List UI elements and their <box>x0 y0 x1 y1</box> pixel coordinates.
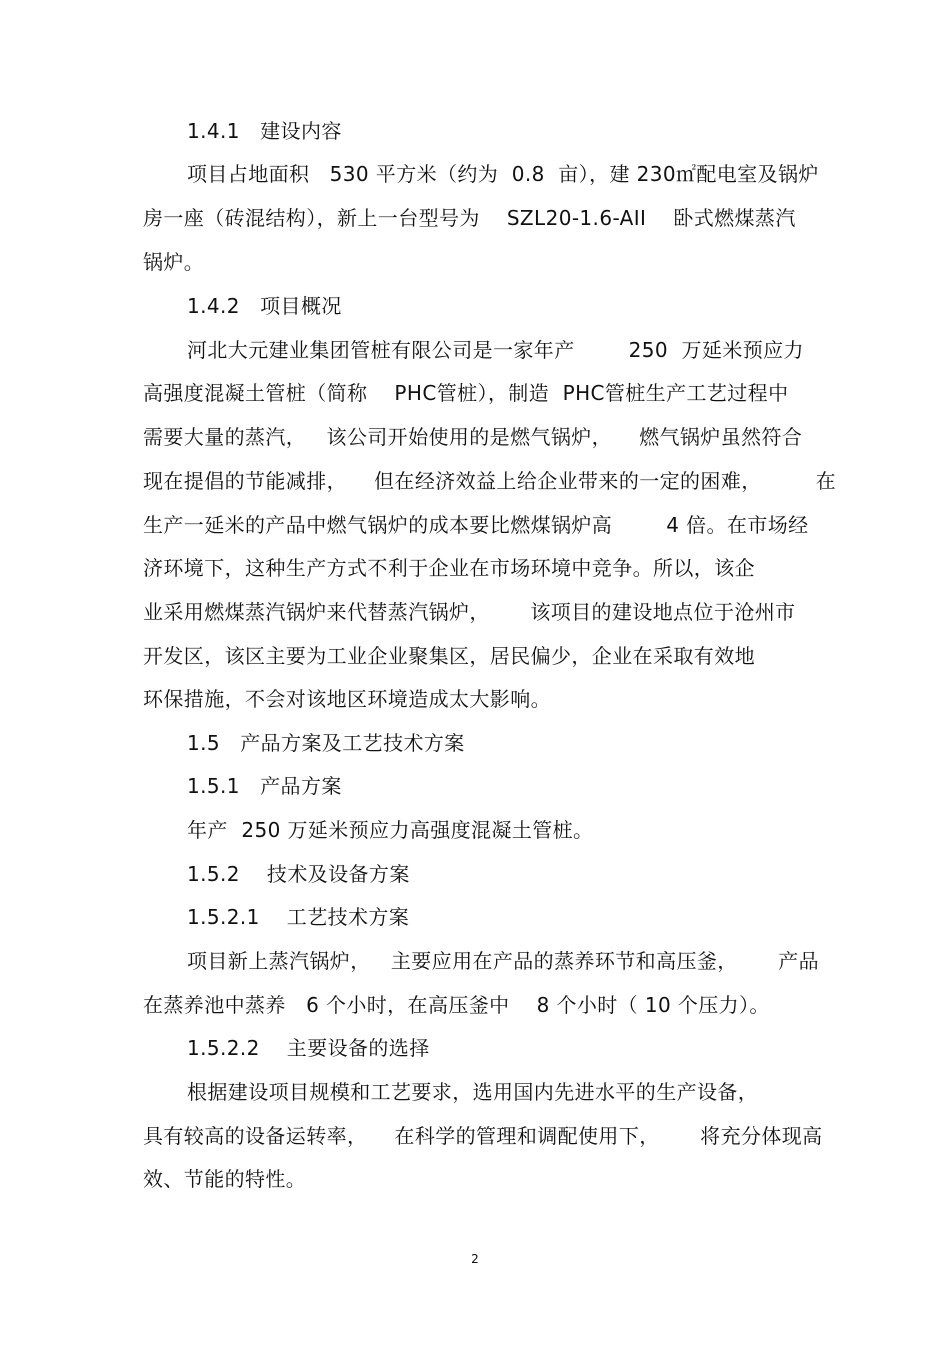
paragraph-line: 开发区，该区主要为工业企业聚集区，居民偏少，企业在采取有效地 <box>143 644 755 668</box>
heading-1-5-2-1: 1.5.2.1 工艺技术方案 <box>187 905 410 929</box>
paragraph-line: 现在提倡的节能减排， 但在经济效益上给企业带来的一定的困难， 在 <box>143 469 837 493</box>
paragraph-line: 年产 250 万延米预应力高强度混凝土管桩。 <box>187 818 594 842</box>
paragraph-line: 环保措施，不会对该地区环境造成太大影响。 <box>143 687 551 711</box>
heading-1-4-2: 1.4.2 项目概况 <box>187 294 342 318</box>
paragraph-line: 项目占地面积 530 平方米（约为 0.8 亩），建 230㎡配电室及锅炉 <box>187 162 819 186</box>
paragraph-line: 具有较高的设备运转率， 在科学的管理和调配使用下， 将充分体现高 <box>143 1124 823 1148</box>
heading-1-5-1: 1.5.1 产品方案 <box>187 774 342 798</box>
heading-1-5-2-2: 1.5.2.2 主要设备的选择 <box>187 1036 430 1060</box>
paragraph-line: 房一座（砖混结构），新上一台型号为 SZL20-1.6-AII 卧式燃煤蒸汽 <box>143 206 796 230</box>
heading-1-4-1: 1.4.1 建设内容 <box>187 119 342 143</box>
paragraph-line: 锅炉。 <box>143 250 205 274</box>
paragraph-line: 生产一延米的产品中燃气锅炉的成本要比燃煤锅炉高 4 倍。在市场经 <box>143 513 809 537</box>
paragraph-line: 在蒸养池中蒸养 6 个小时，在高压釜中 8 个小时（ 10 个压力）。 <box>143 993 770 1017</box>
paragraph-line: 效、节能的特性。 <box>143 1167 307 1191</box>
paragraph-line: 业采用燃煤蒸汽锅炉来代替蒸汽锅炉， 该项目的建设地点位于沧州市 <box>143 600 796 624</box>
heading-1-5: 1.5 产品方案及工艺技术方案 <box>187 731 465 755</box>
paragraph-line: 需要大量的蒸汽， 该公司开始使用的是燃气锅炉， 燃气锅炉虽然符合 <box>143 425 803 449</box>
paragraph-line: 根据建设项目规模和工艺要求，选用国内先进水平的生产设备， <box>187 1080 759 1104</box>
heading-1-5-2: 1.5.2 技术及设备方案 <box>187 862 410 886</box>
paragraph-line: 项目新上蒸汽锅炉， 主要应用在产品的蒸养环节和高压釜， 产品 <box>187 949 820 973</box>
paragraph-line: 济环境下，这种生产方式不利于企业在市场环境中竞争。所以，该企 <box>143 556 755 580</box>
paragraph-line: 河北大元建业集团管桩有限公司是一家年产 250 万延米预应力 <box>187 338 804 362</box>
paragraph-line: 高强度混凝土管桩（简称 PHC管桩），制造 PHC管桩生产工艺过程中 <box>143 381 789 405</box>
page-number: 2 <box>471 1252 479 1266</box>
